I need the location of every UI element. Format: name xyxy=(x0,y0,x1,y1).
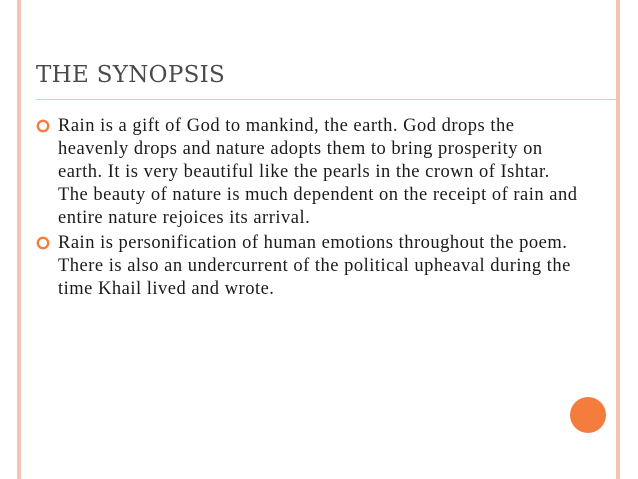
decorative-orange-circle xyxy=(570,397,606,433)
bullet-item xyxy=(36,232,584,301)
circle-bullet-icon xyxy=(36,236,50,250)
slide-title: THE SYNOPSIS xyxy=(36,62,226,88)
bullet-text: Rain is personification of human emotions throughout the poem. There is also an undercurrent of the political upheaval during the time Khail lived and wrote. xyxy=(58,233,571,299)
right-decorative-stripe xyxy=(616,0,620,479)
bullet-text: Rain is a gift of God to mankind, the earth. God drops the heavenly drops and nature adopts them to bring prosperity on earth. It is very beautiful like the pearls in the crown of Ishtar. The beauty of nature is much dependent on the receipt of rain and entire nature rejoices its arrival. xyxy=(58,116,578,228)
bullet-item xyxy=(36,115,584,230)
left-decorative-stripe xyxy=(17,0,21,479)
title-underline xyxy=(36,99,616,100)
circle-bullet-icon xyxy=(36,119,50,133)
bullet-list xyxy=(36,115,584,301)
